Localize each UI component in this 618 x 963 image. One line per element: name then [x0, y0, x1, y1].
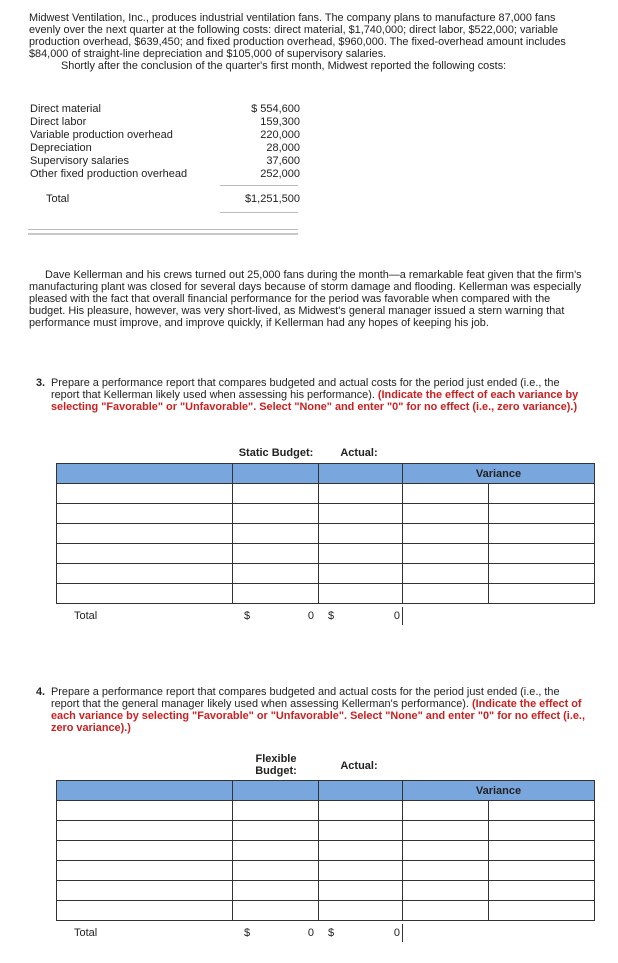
q3-variance-input[interactable]: [403, 584, 488, 603]
q4-actual-input[interactable]: [319, 841, 402, 860]
table-row: [57, 841, 595, 861]
question-4: 4. Prepare a performance report that compares budgeted and actual costs for the period just ended (i.e., the report that the general manager likely used when assessing Kellerman's performance). (Indicate the effect of each variance by selecting "Favorable" or "Unfavorable". Select "None" and enter "0" for no effect (i.e., zero variance).): [36, 686, 585, 734]
intro-text: Midwest Ventilation, Inc., produces industrial ventilation fans. The company plans to manufacture 87,000 fans evenly over the next quarter at the following costs: direct material, $1,740,000; direct labor, $522,000; variable production overhead, $639,450; and fixed production overhead, $960,000. The fixed-overhead amount includes $84,000 of straight-line depreciation and $105,000 of supervisory salaries.: [29, 12, 566, 60]
cost-total-row: [30, 193, 300, 205]
q3-item-select[interactable]: [57, 504, 232, 523]
q4-total-label: Total: [74, 927, 98, 939]
q3-variance-total[interactable]: [402, 607, 408, 625]
table-row: [57, 544, 595, 564]
q4-effect-select[interactable]: [489, 801, 594, 820]
q3-effect-select[interactable]: [489, 584, 594, 603]
q4-actual-header: Actual:: [340, 760, 378, 772]
table-row: [57, 584, 595, 604]
q3-actual-input[interactable]: [319, 484, 402, 503]
table-row: [57, 901, 595, 921]
table-row: [57, 821, 595, 841]
q4-variance-input[interactable]: [403, 861, 488, 880]
q4-flexible-input[interactable]: [233, 801, 318, 820]
q4-effect-select[interactable]: [489, 861, 594, 880]
cost-row: Other fixed production overhead 252,000: [30, 168, 300, 180]
q3-item-select[interactable]: [57, 584, 232, 603]
q4-report-table: [56, 780, 595, 921]
q3-static-budget-header: Static Budget:: [238, 447, 314, 459]
q3-actual-input[interactable]: [319, 564, 402, 583]
q4-flexible-input[interactable]: [233, 821, 318, 840]
q3-effect-select[interactable]: [489, 544, 594, 563]
q3-actual-input[interactable]: [319, 504, 402, 523]
cost-row: Depreciation 28,000: [30, 142, 300, 154]
divider: [28, 233, 298, 235]
q3-static-input[interactable]: [233, 584, 318, 603]
table-row: [57, 484, 595, 504]
q4-flexible-input[interactable]: [233, 901, 318, 920]
q3-variance-input[interactable]: [403, 484, 488, 503]
q3-static-input[interactable]: [233, 504, 318, 523]
total-rule: [220, 212, 298, 213]
q3-effect-select[interactable]: [489, 524, 594, 543]
q3-instruction: (Indicate the effect of each variance by selecting "Favorable" or "Unfavorable". Select "None" and enter "0" for no effect (i.e., zero variance).): [51, 389, 579, 413]
q4-effect-select[interactable]: [489, 841, 594, 860]
q4-variance-total[interactable]: [402, 924, 408, 942]
q4-flexible-input[interactable]: [233, 881, 318, 900]
q4-item-select[interactable]: [57, 861, 232, 880]
cost-list: [30, 103, 300, 181]
q4-actual-total: $ 0: [328, 927, 400, 939]
q3-variance-input[interactable]: [403, 504, 488, 523]
q4-variance-input[interactable]: [403, 801, 488, 820]
q4-actual-input[interactable]: [319, 801, 402, 820]
table-row: [57, 801, 595, 821]
q4-effect-select[interactable]: [489, 821, 594, 840]
q4-item-select[interactable]: [57, 821, 232, 840]
q4-variance-input[interactable]: [403, 901, 488, 920]
q3-actual-total: $ 0: [328, 610, 400, 622]
q4-item-select[interactable]: [57, 901, 232, 920]
q4-actual-input[interactable]: [319, 861, 402, 880]
q3-variance-input[interactable]: [403, 544, 488, 563]
intro-paragraph: [29, 12, 589, 72]
subtotal-rule: [220, 185, 298, 186]
q3-static-input[interactable]: [233, 544, 318, 563]
q3-effect-select[interactable]: [489, 564, 594, 583]
q4-item-select[interactable]: [57, 841, 232, 860]
q3-total-label: Total: [74, 610, 98, 622]
q4-variance-input[interactable]: [403, 821, 488, 840]
q4-variance-input[interactable]: [403, 841, 488, 860]
cost-row: Direct labor 159,300: [30, 116, 300, 128]
q3-effect-select[interactable]: [489, 484, 594, 503]
divider: [28, 229, 298, 230]
q3-item-select[interactable]: [57, 484, 232, 503]
q4-effect-select[interactable]: [489, 901, 594, 920]
q4-variance-header: Variance: [403, 781, 595, 801]
q3-actual-input[interactable]: [319, 584, 402, 603]
intro-lead: Shortly after the conclusion of the quarter's first month, Midwest reported the following costs:: [61, 60, 507, 72]
q3-variance-input[interactable]: [403, 524, 488, 543]
q3-static-input[interactable]: [233, 564, 318, 583]
q3-effect-select[interactable]: [489, 504, 594, 523]
q3-item-select[interactable]: [57, 564, 232, 583]
table-row: [57, 564, 595, 584]
cost-row: Direct material $ 554,600: [30, 103, 300, 115]
q4-flexible-budget-header: Flexible Budget:: [255, 753, 297, 777]
story-paragraph: Dave Kellerman and his crews turned out 25,000 fans during the month—a remarkable feat given that the firm's manufacturing plant was closed for several days because of storm damage and flooding. Kellerman was especially pleased with the fact that overall financial performance for the period was favorable when compared with the budget. His pleasure, however, was very short-lived, as Midwest's general manager issued a stern warning that performance must improve, and improve quickly, if Kellerman had any hopes of keeping his job.: [29, 269, 582, 329]
q3-header-row: [57, 464, 595, 484]
q4-actual-input[interactable]: [319, 901, 402, 920]
q4-flexible-input[interactable]: [233, 861, 318, 880]
q3-actual-input[interactable]: [319, 544, 402, 563]
q4-total-row: [56, 924, 408, 942]
q3-report-table: [56, 463, 595, 604]
q4-flexible-total: $ 0: [244, 927, 314, 939]
q3-static-input[interactable]: [233, 524, 318, 543]
cost-total-value: $1,251,500: [244, 193, 300, 205]
q3-static-input[interactable]: [233, 484, 318, 503]
q3-item-select[interactable]: [57, 524, 232, 543]
q3-static-total: $ 0: [244, 610, 314, 622]
q3-item-select[interactable]: [57, 544, 232, 563]
q4-variance-input[interactable]: [403, 881, 488, 900]
q4-flexible-input[interactable]: [233, 841, 318, 860]
q4-actual-input[interactable]: [319, 821, 402, 840]
q3-actual-input[interactable]: [319, 524, 402, 543]
q3-variance-input[interactable]: [403, 564, 488, 583]
table-row: [57, 861, 595, 881]
question-3: 3. Prepare a performance report that compares budgeted and actual costs for the period just ended (i.e., the report that Kellerman likely used when assessing his performance). (Indicate the effect of each variance by selecting "Favorable" or "Unfavorable". Select "None" and enter "0" for no effect (i.e., zero variance).): [36, 377, 579, 413]
q3-actual-header: Actual:: [340, 447, 378, 459]
cost-row: Supervisory salaries 37,600: [30, 155, 300, 167]
table-row: [57, 524, 595, 544]
q4-header-row: [57, 781, 595, 801]
table-row: [57, 881, 595, 901]
q4-item-select[interactable]: [57, 881, 232, 900]
cost-row: Variable production overhead 220,000: [30, 129, 300, 141]
q3-total-row: [56, 607, 408, 625]
q4-effect-select[interactable]: [489, 881, 594, 900]
q4-instruction: (Indicate the effect of each variance by selecting "Favorable" or "Unfavorable". Select "None" and enter "0" for no effect (i.e., zero variance).): [51, 698, 585, 734]
q4-item-select[interactable]: [57, 801, 232, 820]
q4-actual-input[interactable]: [319, 881, 402, 900]
cost-total-label: Total: [46, 193, 70, 205]
q3-variance-header: Variance: [403, 464, 595, 484]
table-row: [57, 504, 595, 524]
